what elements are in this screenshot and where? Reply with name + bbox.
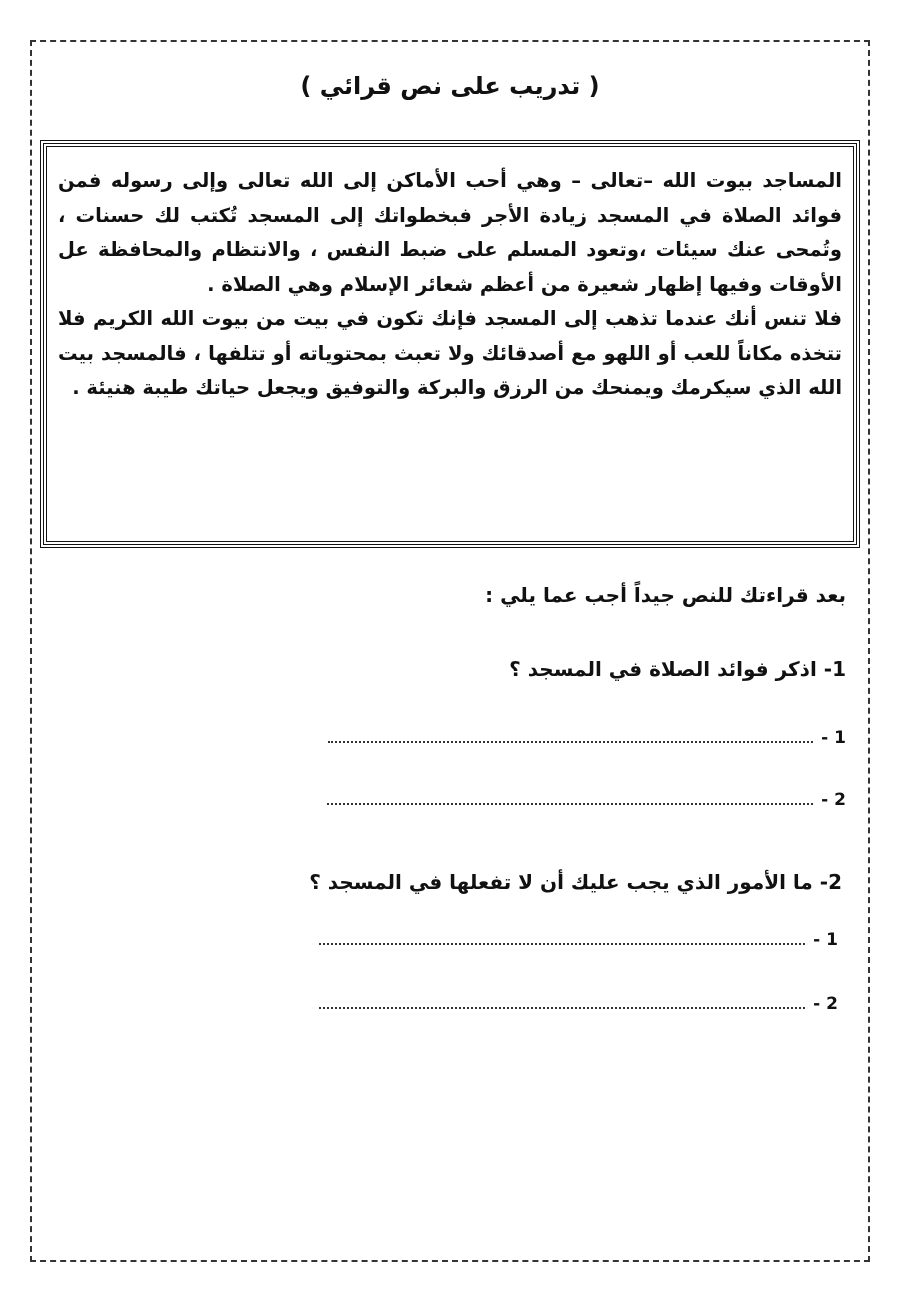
instruction-text: بعد قراءتك للنص جيداً أجب عما يلي : bbox=[485, 583, 846, 607]
answer-number: 1 - bbox=[821, 728, 846, 748]
passage-paragraph-2: فلا تنس أنك عندما تذهب إلى المسجد فإنك تكون في بيت من بيوت الله الكريم فلا تتخذه مكاناً للعب أو اللهو مع أصدقائك ولا تعبث بمحتوياته أو تتلفها ، فالمسجد بيت الله الذي سيكرمك ويمنحك من الرزق والبركة والتوفيق ويجعل حياتك طيبة هنيئة . bbox=[58, 307, 842, 399]
answer-number: 2 - bbox=[813, 994, 838, 1014]
reading-passage-box bbox=[40, 140, 860, 548]
dotted-answer-field[interactable] bbox=[328, 740, 813, 743]
answer-number: 2 - bbox=[821, 790, 846, 810]
dotted-answer-field[interactable] bbox=[319, 942, 805, 945]
dotted-answer-field[interactable] bbox=[327, 802, 813, 805]
reading-passage bbox=[58, 164, 842, 406]
question-2: 2- ما الأمور الذي يجب عليك أن لا تفعلها في المسجد ؟ bbox=[309, 870, 842, 894]
passage-paragraph-1: المساجد بيوت الله –تعالى – وهي أحب الأماكن إلى الله تعالى وإلى رسوله فمن فوائد الصلاة في المسجد زيادة الأجر فبخطواتك إلى المسجد تُكتب لك حسنات ، وتُمحى عنك سيئات ،وتعود المسلم على ضبط النفس ، والانتظام والمحافظة عل الأوقات وفيها إظهار شعيرة من أعظم شعائر الإسلام وهي الصلاة . bbox=[58, 169, 842, 296]
dotted-answer-field[interactable] bbox=[319, 1006, 805, 1009]
page-title: ( تدريب على نص قرائي ) bbox=[300, 72, 600, 100]
answer-line[interactable] bbox=[319, 994, 838, 1014]
answer-line[interactable] bbox=[319, 930, 838, 950]
answer-line[interactable] bbox=[328, 728, 846, 748]
answer-number: 1 - bbox=[813, 930, 838, 950]
answer-line[interactable] bbox=[327, 790, 846, 810]
question-1: 1- اذكر فوائد الصلاة في المسجد ؟ bbox=[509, 657, 846, 681]
